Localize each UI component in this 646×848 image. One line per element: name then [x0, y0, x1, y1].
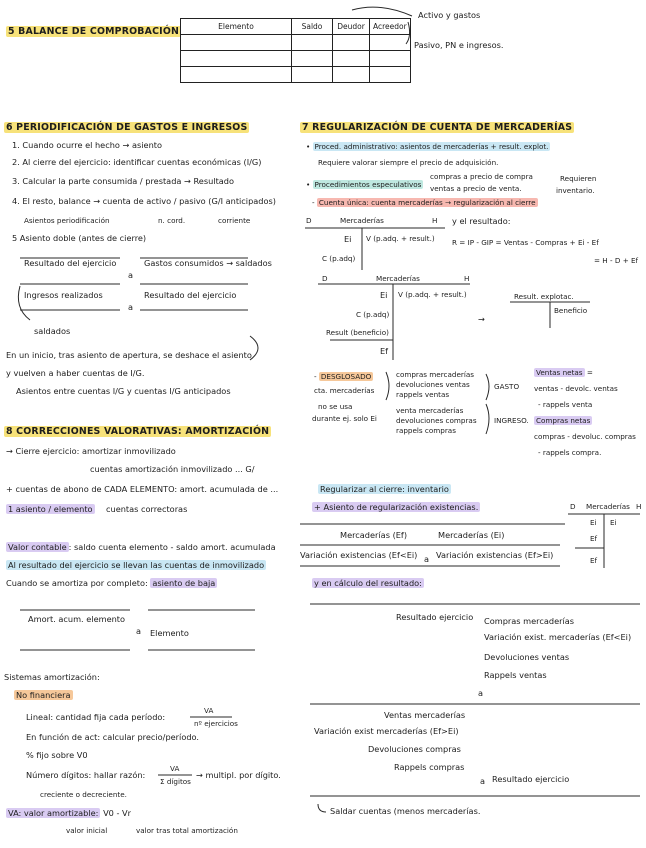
s7-calc: y en cálculo del resultado:: [314, 578, 422, 588]
r-right-2: Variación exist. mercaderías (Ef<Ei): [484, 632, 632, 642]
saldar-arrow: [318, 804, 326, 812]
s6-line-4c: n. cord.: [158, 216, 186, 225]
s6-line-3: 3. Calcular la parte consumida / prestada → Resultado: [12, 176, 234, 186]
m1-right: Mercaderías (Ei): [438, 530, 505, 540]
s8-va-3: valor inicial: [66, 826, 108, 835]
m2-right: Variación existencias (Ef>Ei): [436, 550, 554, 560]
s8-am-left: Amort. acum. elemento: [28, 614, 126, 624]
section-8-title: 8 CORRECCIONES VALORATIVAS: AMORTIZACIÓN: [6, 426, 270, 437]
brace-gasto: [486, 374, 489, 400]
s8-frac-top: VA: [204, 706, 214, 715]
s7-vn2: ventas - devolc. ventas: [534, 384, 618, 393]
s8-no-financiera: No financiera: [16, 690, 71, 700]
s7-res-label: y el resultado:: [452, 216, 511, 226]
t4-h: H: [636, 502, 642, 511]
t1-d: D: [306, 216, 312, 225]
t2-c: C (p.adq): [356, 310, 390, 319]
s8-frac2-top: VA: [170, 764, 180, 773]
s8-am-right: Elemento: [150, 628, 189, 638]
t4-name: Mercaderías: [586, 502, 630, 511]
table-row: [181, 35, 411, 51]
s7-g1: compras mercaderías: [396, 370, 474, 379]
balance-table: [180, 18, 411, 83]
s8-frac-bot: nº ejercicios: [194, 719, 238, 728]
brace-ingreso: [486, 404, 489, 434]
t2-h: H: [464, 274, 470, 283]
s7-saldar: Saldar cuentas (menos mercaderías.: [330, 806, 481, 816]
section-6-title: 6 PERIODIFICACIÓN DE GASTOS E INGRESOS: [6, 122, 248, 133]
t2-name: Mercaderías: [376, 274, 420, 283]
s6-line-4b: Asientos periodificación: [24, 216, 110, 225]
brace-desg-left: [386, 372, 389, 400]
s8-line-2: cuentas amortización inmovilizado ... G/: [90, 464, 255, 474]
s7-cn1: Compras netas: [536, 416, 591, 425]
t2-r: Result (beneficio): [326, 328, 389, 337]
s8-frac2-bot: Σ dígitos: [160, 777, 191, 786]
t3-beneficio: Beneficio: [554, 306, 588, 315]
s6-row1-left: Resultado del ejercicio: [24, 258, 117, 268]
s7-b2d: inventario.: [556, 186, 595, 195]
s8-vc-line-2: Al resultado del ejercicio se llevan las cuentas de inmovilizado: [8, 560, 265, 570]
note-activo: Activo y gastos: [418, 10, 481, 20]
s7-b2a: compras a precio de compra: [430, 172, 533, 181]
t2-v: V (p.adq. + result.): [398, 290, 467, 299]
s7-g2: devoluciones ventas: [396, 380, 470, 389]
section-7-title: 7 REGULARIZACIÓN DE CUENTA DE MERCADERÍAS: [302, 122, 573, 133]
s6-para-3: Asientos entre cuentas I/G y cuentas I/G anticipados: [16, 386, 231, 396]
t1-ei: Ei: [344, 234, 352, 244]
t3-name: Result. explotac.: [514, 292, 574, 301]
s8-am-a: a: [136, 626, 142, 636]
s8-line-1: → Cierre ejercicio: amortizar inmovilizado: [6, 446, 176, 456]
t1-h: H: [432, 216, 438, 225]
col-deudor: Deudor: [333, 19, 370, 35]
s7-i2: devoluciones compras: [396, 416, 477, 425]
s8-pct: % fijo sobre V0: [26, 750, 88, 760]
s8-num-digitos: Número dígitos: hallar razón:: [26, 770, 146, 780]
section-5-title: 5 BALANCE DE COMPROBACIÓN: [8, 26, 180, 37]
s8-funcion: En función de act: calcular precio/período.: [26, 732, 199, 742]
s8-vc-line-3: Cuando se amortiza por completo: asiento de baja: [6, 578, 216, 588]
t4-d: D: [570, 502, 576, 511]
s6-para-2: y vuelven a haber cuentas de I/G.: [6, 368, 145, 378]
m1-left: Mercaderías (Ef): [340, 530, 408, 540]
s6-line-1: 1. Cuando ocurre el hecho → asiento: [12, 140, 162, 150]
t1-c: C (p.adq): [322, 254, 356, 263]
r-right-4: Rappels ventas: [484, 670, 547, 680]
s7-reg1: Regularizar al cierre: inventario: [320, 484, 449, 494]
s7-vn3: - rappels venta: [538, 400, 593, 409]
s8-valor-contable: Valor contable : saldo cuenta elemento - saldo amort. acumulada: [8, 542, 276, 552]
s7-b1: • Proced. administrativo: asientos de mercaderías + result. explot.: [306, 142, 549, 151]
s7-g3: rappels ventas: [396, 390, 450, 399]
s8-line-4b: cuentas correctoras: [106, 504, 188, 514]
r-left: Resultado ejercicio: [396, 612, 474, 622]
r2-l1: Ventas mercaderías: [384, 710, 466, 720]
s7-cn3: - rappels compra.: [538, 448, 602, 457]
s6-line-4d: corriente: [218, 216, 251, 225]
r2-l3: Devoluciones compras: [368, 744, 461, 754]
s6-para-1: En un inicio, tras asiento de apertura, se deshace el asiento: [6, 350, 252, 360]
s6-line-2: 2. Al cierre del ejercicio: identificar cuentas económicas (I/G): [12, 157, 262, 167]
s7-vn1: Ventas netas =: [536, 368, 593, 377]
s8-line-4: 1 asiento / elemento: [8, 504, 93, 514]
t4-ef: Ef: [590, 534, 598, 543]
s6-row2-a: a: [128, 302, 134, 312]
r-a: a: [478, 688, 484, 698]
s8-num-digitos-2: → multipl. por dígito.: [196, 770, 281, 780]
r-right-3: Devoluciones ventas: [484, 652, 570, 662]
table-row: [181, 67, 411, 83]
s7-cn2: compras - devoluc. compras: [534, 432, 636, 441]
s8-num-digitos-3: creciente o decreciente.: [40, 790, 127, 799]
t2-arrow: →: [478, 314, 485, 324]
s7-b3: - Cuenta única: cuenta mercaderías → regularización al cierre: [312, 198, 536, 207]
note-pasivo: Pasivo, PN e ingresos.: [414, 40, 504, 50]
t2-d: D: [322, 274, 328, 283]
r2-a: a: [480, 776, 486, 786]
s6-row2-left: Ingresos realizados: [24, 290, 103, 300]
s7-desg-3: no se usa: [318, 402, 353, 411]
t2-ef: Ef: [380, 346, 389, 356]
s7-b2: • Procedimientos especulativos: [306, 180, 422, 189]
r2-right: Resultado ejercicio: [492, 774, 570, 784]
t4-ef2: Ef: [590, 556, 598, 565]
s7-b2b: ventas a precio de venta.: [430, 184, 522, 193]
s8-sistemas: Sistemas amortización:: [4, 672, 100, 682]
s7-desglosado: - DESGLOSADO: [314, 372, 372, 381]
s8-va: VA: valor amortizable: V0 - Vr: [8, 808, 131, 818]
t4-ei1: Ei: [590, 518, 597, 527]
r2-l4: Rappels compras: [394, 762, 465, 772]
s7-ingreso: INGRESO.: [494, 416, 529, 425]
r-right-1: Compras mercaderías: [484, 616, 575, 626]
s8-lineal: Lineal: cantidad fija cada período:: [26, 712, 166, 722]
s7-gasto: GASTO: [494, 382, 520, 391]
s8-va-4: valor tras total amortización: [136, 826, 238, 835]
t2-ei: Ei: [380, 290, 388, 300]
t1-name: Mercaderías: [340, 216, 384, 225]
m2-a: a: [424, 554, 430, 564]
col-elemento: Elemento: [181, 19, 292, 35]
bracket-activo: [352, 7, 412, 16]
s7-i1: venta mercaderías: [396, 406, 464, 415]
s7-desg-2: cta. mercaderías: [314, 386, 375, 395]
s6-row1-a: a: [128, 270, 134, 280]
table-row: [181, 51, 411, 67]
col-saldo: Saldo: [292, 19, 333, 35]
col-acreedor: Acreedor: [370, 19, 411, 35]
s7-b1b: Requiere valorar siempre el precio de adquisición.: [318, 158, 499, 167]
balance-table-header: [181, 19, 411, 35]
t1-v: V (p.adq. + result.): [366, 234, 435, 243]
t4-ei2: Ei: [610, 518, 617, 527]
s6-row1-right: Gastos consumidos → saldados: [144, 258, 272, 268]
s7-desg-4: durante ej. solo Ei: [312, 414, 377, 423]
s7-res-formula2: = H - D + Ef: [594, 256, 639, 265]
s6-saldados: saldados: [34, 326, 71, 336]
s7-i3: rappels compras: [396, 426, 456, 435]
r2-l2: Variación exist mercaderías (Ef>Ei): [314, 726, 459, 736]
s8-line-3: + cuentas de abono de CADA ELEMENTO: amort. acumulada de ...: [6, 484, 279, 494]
s7-res-formula: R = IP - GIP = Ventas - Compras + Ei - Ef: [452, 238, 599, 247]
s7-b2c: Requieren: [560, 174, 597, 183]
s7-reg2: + Asiento de regularización existencias.: [314, 502, 479, 512]
s6-line-5: 5 Asiento doble (antes de cierre): [12, 233, 147, 243]
s6-line-4: 4. El resto, balance → cuenta de activo / pasivo (G/I anticipados): [12, 196, 276, 206]
m2-left: Variación existencias (Ef<Ei): [300, 550, 418, 560]
s6-row2-right: Resultado del ejercicio: [144, 290, 237, 300]
